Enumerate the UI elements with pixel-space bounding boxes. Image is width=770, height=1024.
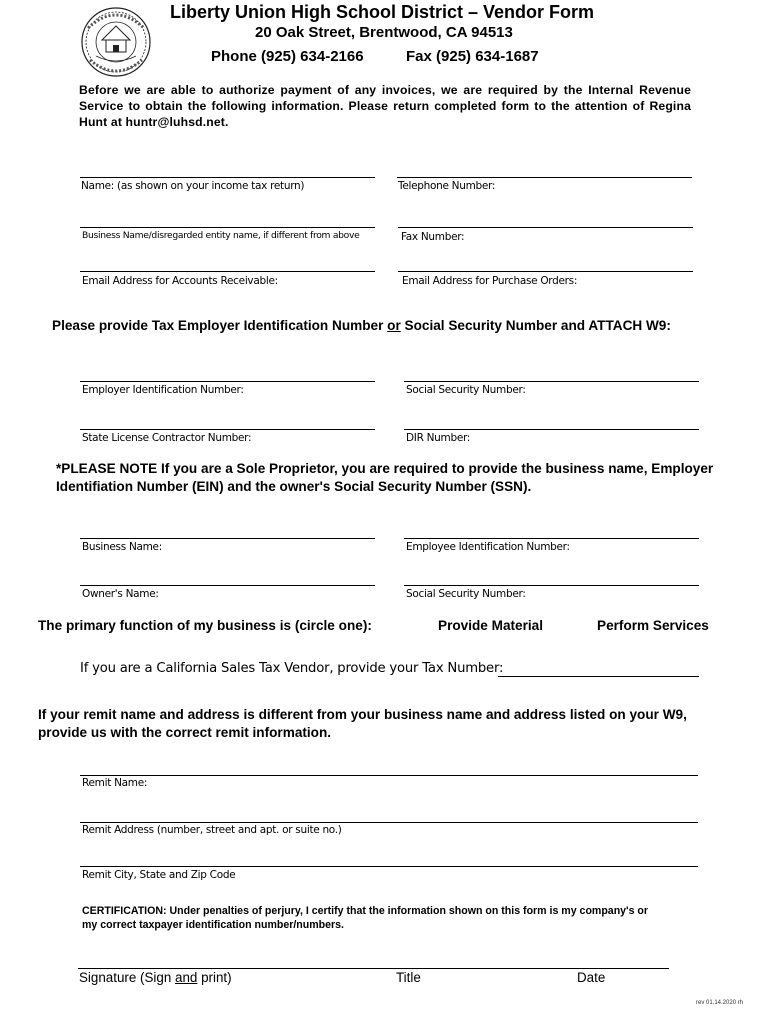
signature-label-before: Signature (Sign <box>79 970 176 985</box>
state-license-label: State License Contractor Number: <box>82 432 252 444</box>
telephone-line[interactable] <box>397 177 692 178</box>
intro-paragraph: Before we are able to authorize payment of any invoices, we are required by the Internal Revenue Service to obtain the following information. Please return completed form to the attention of Regina Hunt at huntr@luhsd.net. <box>79 83 691 129</box>
sole-ssn-line[interactable] <box>404 585 699 586</box>
tax-heading-or: or <box>387 318 401 333</box>
employee-id-label: Employee Identification Number: <box>406 541 570 553</box>
telephone-label: Telephone Number: <box>398 180 496 192</box>
remit-city-label: Remit City, State and Zip Code <box>82 869 236 881</box>
sole-ssn-label: Social Security Number: <box>406 588 526 600</box>
ein-line[interactable] <box>80 381 375 382</box>
email-ar-label: Email Address for Accounts Receivable: <box>82 275 278 287</box>
owner-name-label: Owner's Name: <box>82 588 159 600</box>
sales-tax-label: If you are a California Sales Tax Vendor, provide your Tax Number: <box>80 661 504 676</box>
revision-note: rev 01.14.2020 rh <box>696 1000 744 1006</box>
business-name-line[interactable] <box>80 227 375 228</box>
business-name-label: Business Name/disregarded entity name, if different from above <box>82 230 360 241</box>
owner-name-line[interactable] <box>80 585 375 586</box>
option-provide-material[interactable]: Provide Material <box>438 618 544 633</box>
district-seal <box>78 6 154 78</box>
signature-line[interactable] <box>78 968 669 969</box>
state-license-line[interactable] <box>80 429 375 430</box>
email-po-line[interactable] <box>398 271 693 272</box>
remit-name-line[interactable] <box>80 775 698 776</box>
date-label: Date <box>577 970 606 985</box>
name-line[interactable] <box>80 177 375 178</box>
email-ar-line[interactable] <box>80 271 375 272</box>
certification-text: CERTIFICATION: Under penalties of perjury, I certify that the information shown on this form is my company's or my correct taxpayer identification number/numbers. <box>82 905 649 931</box>
fax-label: Fax Number: <box>401 231 465 243</box>
remit-name-label: Remit Name: <box>82 777 148 789</box>
signature-label-after: print) <box>197 970 232 985</box>
district-fax: Fax (925) 634-1687 <box>406 48 539 65</box>
dir-line[interactable] <box>404 429 699 430</box>
sole-business-name-label: Business Name: <box>82 541 162 553</box>
fax-line[interactable] <box>398 227 693 228</box>
signature-label <box>79 970 232 985</box>
employee-id-line[interactable] <box>404 538 699 539</box>
form-title: Liberty Union High School District – Vendor Form <box>170 2 595 22</box>
remit-city-line[interactable] <box>80 866 698 867</box>
tax-heading <box>52 318 671 333</box>
remit-address-line[interactable] <box>80 822 698 823</box>
district-address: 20 Oak Street, Brentwood, CA 94513 <box>255 24 513 41</box>
title-label: Title <box>396 970 421 985</box>
ssn-line[interactable] <box>404 381 699 382</box>
district-phone: Phone (925) 634-2166 <box>211 48 364 65</box>
tax-heading-before: Please provide Tax Employer Identification Number <box>52 318 388 333</box>
signature-label-and: and <box>175 970 198 985</box>
sole-business-name-line[interactable] <box>80 538 375 539</box>
email-po-label: Email Address for Purchase Orders: <box>402 275 578 287</box>
sales-tax-line[interactable] <box>498 676 699 677</box>
sole-proprietor-note: *PLEASE NOTE If you are a Sole Proprietor, you are required to provide the business name, Employer Identifiation Number (EIN) and the owner's Social Security Number (SSN). <box>56 461 714 494</box>
function-question: The primary function of my business is (circle one): <box>38 618 372 633</box>
ssn-label: Social Security Number: <box>406 384 526 396</box>
remit-address-label: Remit Address (number, street and apt. or suite no.) <box>82 824 342 836</box>
option-perform-services[interactable]: Perform Services <box>597 618 709 633</box>
ein-label: Employer Identification Number: <box>82 384 244 396</box>
dir-label: DIR Number: <box>406 432 471 444</box>
tax-heading-after: Social Security Number and ATTACH W9: <box>400 318 671 333</box>
remit-note: If your remit name and address is different from your business name and address listed on your W9, provide us with the correct remit information. <box>38 707 687 740</box>
name-label: Name: (as shown on your income tax return) <box>81 180 305 192</box>
